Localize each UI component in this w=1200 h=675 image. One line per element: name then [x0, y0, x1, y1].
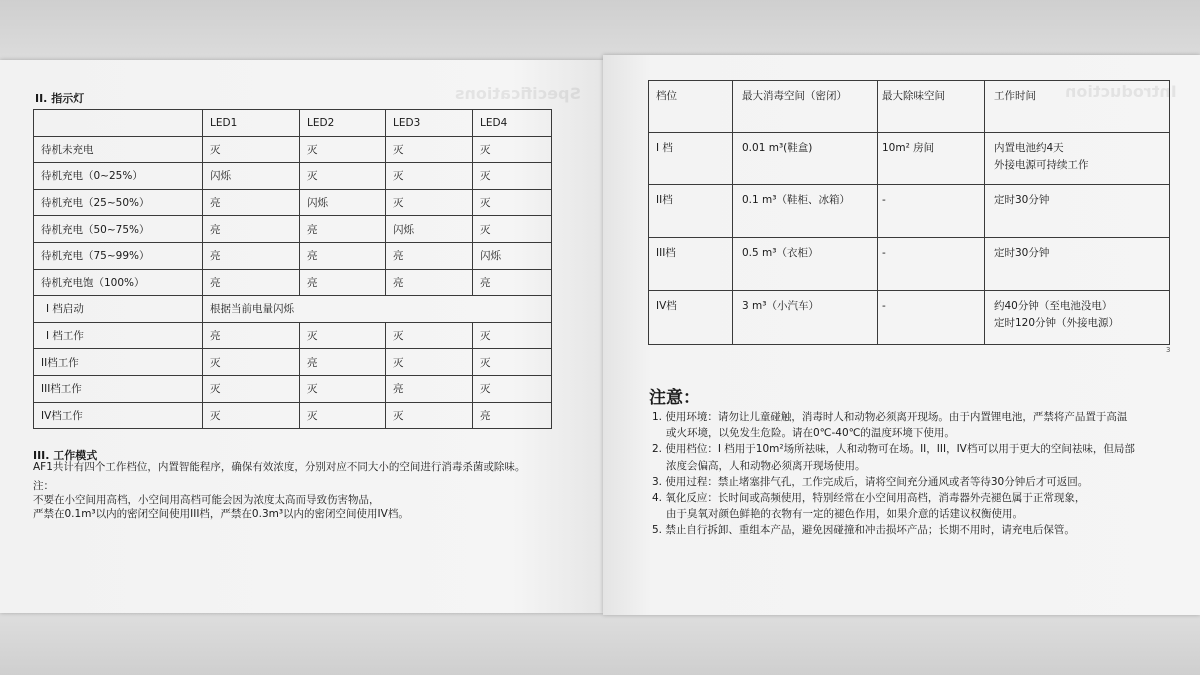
table-cell: 定时30分钟: [985, 238, 1170, 291]
table-cell: Ⅰ 档: [649, 133, 733, 185]
bleed-through-text: Introduction: [1065, 82, 1177, 101]
table-cell: 亮: [473, 269, 552, 296]
table-cell: 闪烁: [473, 242, 552, 269]
table-cell: 灭: [473, 163, 552, 190]
table-cell: II档: [649, 185, 733, 238]
table-row: [34, 349, 552, 376]
table-header-cell: LED3: [386, 110, 473, 137]
table-cell: 灭: [300, 322, 386, 349]
table-cell: 待机充电（25~50%）: [34, 189, 203, 216]
table-cell: [985, 133, 1170, 185]
table-cell: 亮: [386, 242, 473, 269]
table-row: [34, 322, 552, 349]
table-cell: 亮: [473, 402, 552, 429]
table-cell: 灭: [473, 189, 552, 216]
table-cell: 灭: [386, 136, 473, 163]
table-cell: 0.1 m³（鞋柜、冰箱）: [733, 185, 878, 238]
table-cell: 10m² 房间: [878, 133, 985, 185]
table-cell: 灭: [300, 402, 386, 429]
notice-title: 注意：: [649, 388, 700, 408]
table-cell: [34, 110, 203, 137]
table-header-row: [649, 81, 1170, 133]
notice-line: 1. 使用环境：请勿让儿童碰触，消毒时人和动物必须离开现场。由于内置锂电池，严禁将产品置于高温: [652, 411, 1128, 423]
table-cell: 灭: [203, 136, 300, 163]
table-row: [34, 136, 552, 163]
table-cell: Ⅰ 档工作: [34, 322, 203, 349]
table-cell: 亮: [203, 242, 300, 269]
table-cell: 灭: [473, 322, 552, 349]
bleed-through-text: Specifications: [455, 84, 581, 103]
table-cell: 待机充电饱（100%）: [34, 269, 203, 296]
table-header-cell: 档位: [649, 81, 733, 133]
table-cell: III档工作: [34, 375, 203, 402]
table-header-cell: LED2: [300, 110, 386, 137]
table-row: [649, 133, 1170, 185]
table-cell: 亮: [386, 375, 473, 402]
note-line-2: 严禁在0.1m³以内的密闭空间使用III档，严禁在0.3m³以内的密闭空间使用IV档。: [33, 508, 409, 520]
table-row: [34, 375, 552, 402]
table-cell: 待机充电（75~99%）: [34, 242, 203, 269]
section3-title: III. 工作模式: [33, 449, 98, 462]
table-row: [34, 269, 552, 296]
notice-line: 2. 使用档位：Ⅰ 档用于10m²场所祛味，人和动物可在场。II，III，IV档可以用于更大的空间祛味，但局部: [652, 443, 1135, 456]
table-row: [34, 296, 552, 323]
table-row: [34, 189, 552, 216]
background-top: [0, 0, 1200, 60]
table-cell: 待机充电（50~75%）: [34, 216, 203, 243]
table-cell: 待机充电（0~25%）: [34, 163, 203, 190]
notice-line: 由于臭氧对颜色鲜艳的衣物有一定的褪色作用，如果介意的话建议权衡使用。: [666, 508, 1023, 521]
table-cell: 灭: [386, 163, 473, 190]
table-cell: 灭: [473, 349, 552, 376]
section3-text: AF1共计有四个工作档位，内置智能程序，确保有效浓度，分别对应不同大小的空间进行消毒杀菌或除味。: [33, 461, 526, 473]
notice-line: 或火环境，以免发生危险。请在0℃-40℃的温度环境下使用。: [666, 427, 955, 440]
table-row: [34, 163, 552, 190]
table-header-cell: 最大除味空间: [878, 81, 985, 133]
table-cell: 灭: [386, 402, 473, 429]
table-cell: 闪烁: [300, 189, 386, 216]
note-label: 注：: [33, 480, 54, 492]
notice-line: 3. 使用过程：禁止堵塞排气孔，工作完成后，请将空间充分通风或者等待30分钟后才可返回。: [652, 475, 1089, 488]
cell-line: 约40分钟（至电池没电）: [994, 300, 1113, 312]
table-cell: -: [878, 238, 985, 291]
table-header-cell: LED1: [203, 110, 300, 137]
table-cell: 灭: [203, 375, 300, 402]
table-cell: 亮: [203, 189, 300, 216]
table-header-cell: 最大消毒空间（密闭）: [733, 81, 878, 133]
notice-line: 浓度会偏高，人和动物必须离开现场使用。: [666, 459, 866, 472]
table-cell: 灭: [473, 216, 552, 243]
notice-line: 4. 氧化反应：长时间或高频使用，特别经常在小空间用高档，消毒器外壳褪色属于正常现象，: [652, 492, 1086, 505]
table-cell: 灭: [386, 349, 473, 376]
table-row: [34, 216, 552, 243]
page-number: 3: [1166, 346, 1171, 354]
table-cell: 灭: [300, 375, 386, 402]
table-cell-merged: 根据当前电量闪烁: [203, 296, 552, 323]
table-cell: 定时30分钟: [985, 185, 1170, 238]
table-cell: 3 m³（小汽车）: [733, 291, 878, 345]
table-cell: IV档工作: [34, 402, 203, 429]
table-header-cell: LED4: [473, 110, 552, 137]
table-cell: 灭: [300, 136, 386, 163]
table-cell: 0.01 m³(鞋盒): [733, 133, 878, 185]
table-cell: 亮: [300, 242, 386, 269]
notice-line: 5. 禁止自行拆卸、重组本产品，避免因碰撞和冲击损坏产品；长期不用时，请充电后保管。: [652, 524, 1075, 537]
table-row: [649, 185, 1170, 238]
table-cell: 亮: [203, 216, 300, 243]
table-cell: 亮: [300, 269, 386, 296]
table-row: [34, 402, 552, 429]
table-cell: 待机未充电: [34, 136, 203, 163]
gear-spec-table: [648, 80, 1170, 345]
table-cell: 灭: [203, 402, 300, 429]
table-cell: Ⅰ 档启动: [34, 296, 203, 323]
table-cell: 闪烁: [386, 216, 473, 243]
table-cell: 闪烁: [203, 163, 300, 190]
table-cell: 亮: [300, 216, 386, 243]
table-cell: -: [878, 291, 985, 345]
table-cell: 亮: [386, 269, 473, 296]
background-bottom: [0, 612, 1200, 675]
table-cell: IV档: [649, 291, 733, 345]
table-cell: 灭: [386, 322, 473, 349]
table-row: [34, 242, 552, 269]
table-cell: III档: [649, 238, 733, 291]
table-cell: 0.5 m³（衣柜）: [733, 238, 878, 291]
table-cell: II档工作: [34, 349, 203, 376]
table-cell: 亮: [300, 349, 386, 376]
table-cell: 灭: [473, 136, 552, 163]
led-indicator-table: [33, 109, 552, 429]
table-row: [649, 238, 1170, 291]
table-row: [649, 291, 1170, 345]
cell-line: 外接电源可持续工作: [994, 159, 1089, 171]
table-cell: [985, 291, 1170, 345]
table-cell: 亮: [203, 269, 300, 296]
table-header-row: [34, 110, 552, 137]
table-cell: 灭: [203, 349, 300, 376]
note-line-1: 不要在小空间用高档，小空间用高档可能会因为浓度太高而导致伤害物品，: [33, 494, 380, 506]
table-cell: 灭: [386, 189, 473, 216]
cell-line: 内置电池约4天: [994, 142, 1064, 154]
notice-list: [652, 409, 1135, 539]
table-cell: 灭: [300, 163, 386, 190]
table-header-cell: 工作时间: [985, 81, 1170, 133]
table-cell: -: [878, 185, 985, 238]
cell-line: 定时120分钟（外接电源）: [994, 317, 1120, 329]
section2-title: II. 指示灯: [35, 92, 85, 105]
table-cell: 亮: [203, 322, 300, 349]
table-cell: 灭: [473, 375, 552, 402]
